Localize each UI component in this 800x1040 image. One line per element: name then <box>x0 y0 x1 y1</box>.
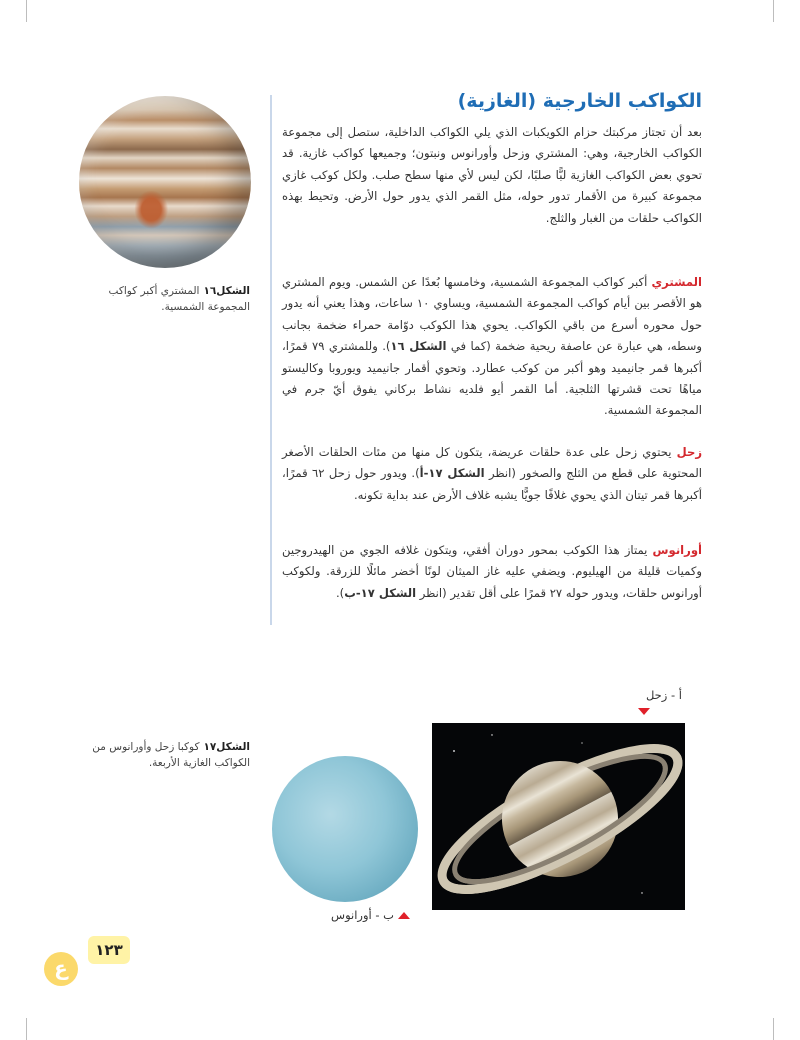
part-a-marker-icon <box>638 708 650 715</box>
figure17-label: الشكل١٧ <box>203 741 250 753</box>
figure16-label: الشكل١٦ <box>203 285 250 297</box>
uranus-text-2: ). <box>335 585 345 600</box>
crop-mark-bottom-left <box>26 1018 27 1040</box>
part-b-text: ب - أورانوس <box>331 908 394 922</box>
science-logo-icon: ع <box>44 952 78 986</box>
crop-mark-top-left <box>26 0 27 22</box>
saturn-figure-ref: الشكل ١٧-أ <box>419 466 485 481</box>
figure17-caption-text: كوكبا زحل وأورانوس من الكواكب الغازية الأربعة. <box>92 741 250 769</box>
crop-mark-bottom-right <box>773 1018 774 1040</box>
saturn-text-1: يحتوي زحل على عدة حلقات عريضة، يتكون كل منها من مئات الحلقات الأصغر المحتوية على قطع من الثلج والصخور (انظر <box>282 445 702 481</box>
figure17-part-b-label <box>300 908 410 922</box>
intro-paragraph: بعد أن تجتاز مركبتك حزام الكويكبات الذي يلي الكواكب الداخلية، ستصل إلى مجموعة الكواكب الخارجية، وهي: المشتري وزحل وأورانوس ونبتون؛ وجميعها كواكب غازية. قد تحوي بعض الكواكب الغازية لبًّا صلبًا، لكن ليس لأي منها سطح صلب. ولكل كوكب غازي مجموعة كبيرة من الأقمار تدور حوله، مثل القمر الذي يدور حول الأرض. وتحيط بهذه الكواكب حلقات من الغبار والثلج. <box>282 125 702 225</box>
uranus-text-1: يمتاز هذا الكوكب بمحور دوران أفقي، ويتكون غلافه الجوي من الهيدروجين وكميات قليلة من الهيليوم. ويضفي عليه غاز الميثان لونًا أخضر مائلًا للزرقة. ولكوكب أورانوس حلقات، ويدور حوله ٢٧ قمرًا على أقل تقدير (انظر <box>282 543 702 600</box>
jupiter-text-2: ). وللمشتري ٧٩ قمرًا، أكبرها قمر جانيميد وهو أكبر من كوكب عطارد. وتحوي أقمار جانيميد ويوروبا وكاليستو مياهًا تحت قشرتها الثلجية. أما القمر أيو فلديه نشاط بركاني يفوق أيّ جرم في المجموعة الشمسية. <box>282 339 702 418</box>
jupiter-term: المشتري <box>651 275 702 289</box>
column-divider <box>270 95 272 625</box>
jupiter-paragraph <box>282 272 702 422</box>
figure17-part-a-label <box>622 688 682 702</box>
uranus-figure-ref: الشكل ١٧-ب <box>344 585 417 600</box>
saturn-term: زحل <box>676 445 702 459</box>
uranus-term: أورانوس <box>652 543 702 557</box>
saturn-image <box>432 723 685 910</box>
section-title: الكواكب الخارجية (الغازية) <box>457 90 702 112</box>
jupiter-text-1: أكبر كواكب المجموعة الشمسية، وخامسها بُعدًا عن الشمس. ويوم المشتري هو الأقصر بين أيام كواكب المجموعة الشمسية، ويساوي ١٠ ساعات، وهذا يعني أنه يدور حول محوره أسرع من باقي الكواكب. يحوي هذا الكوكب دوّامة حمراء ضخمة بجانب وسطه، هي عبارة عن عاصفة ريحية ضخمة (كما في <box>282 275 702 354</box>
saturn-text-2: ). ويدور حول زحل ٦٢ قمرًا، أكبرها قمر تيتان الذي يحوي غلافًا جويًّا يشبه غلاف الأرض عند بداية تكونه. <box>282 466 702 502</box>
part-b-marker-icon <box>398 912 410 919</box>
figure16-caption-text: المشتري أكبر كواكب المجموعة الشمسية. <box>108 285 250 313</box>
jupiter-image <box>79 96 251 268</box>
figure17-caption <box>78 739 250 771</box>
jupiter-figure-ref: الشكل ١٦ <box>390 339 447 354</box>
saturn-paragraph <box>282 442 702 506</box>
uranus-paragraph <box>282 540 702 604</box>
crop-mark-top-right <box>773 0 774 22</box>
figure16-caption <box>80 283 250 315</box>
uranus-image <box>272 756 418 902</box>
page-number: ١٢٣ <box>88 936 130 964</box>
part-a-text: أ - زحل <box>645 688 682 702</box>
